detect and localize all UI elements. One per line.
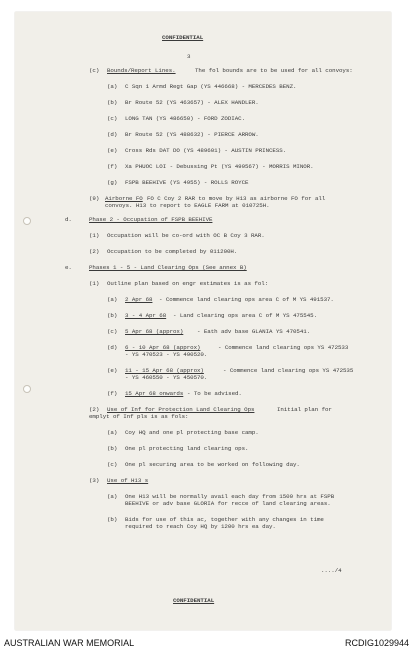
item-text: Initial plan for	[277, 406, 332, 413]
sub-text-cont: - YS 460550 - YS 450570.	[125, 374, 208, 381]
sub-date: 5 Apr 68 (approx)	[125, 328, 184, 335]
sub-letter: (b)	[107, 312, 118, 319]
sub-letter: (b)	[107, 445, 118, 452]
item-text: emplyt of Inf pls is as fols:	[89, 413, 189, 420]
sub-letter: (a)	[107, 296, 118, 303]
bound-text: LONG TAN (YS 486650) - FORD ZODIAC.	[125, 115, 246, 122]
para-c-intro: The fol bounds are to be used for all convoys:	[195, 67, 353, 74]
item-text: Occupation to be completed by 011200H.	[107, 248, 238, 255]
para-d-title: Phase 2 - Occupation of FSPB BEEHIVE	[89, 216, 213, 223]
archive-id: RCDIG1029944	[344, 638, 409, 648]
sub-letter: (e)	[107, 367, 118, 374]
sub-letter: (b)	[107, 516, 118, 523]
bound-letter: (f)	[107, 163, 118, 170]
sub-date: 15 Apr 68 onwards	[125, 390, 184, 397]
para-e-title: Phases 1 - 5 - Land Clearing Ops (See annex B)	[89, 264, 247, 271]
bound-text: C Sqn 1 Armd Regt Gap (YS 446668) - MERCEDES BENZ.	[125, 83, 297, 90]
para-9-label: (9)	[89, 195, 100, 202]
para-9-title: Airborne FO	[105, 195, 143, 202]
bound-letter: (g)	[107, 179, 118, 186]
sub-text: - Commence land clearing ops YS 472535	[223, 367, 354, 374]
sub-letter: (a)	[107, 493, 118, 500]
sub-text: - Commence land clearing ops YS 472533	[218, 344, 349, 351]
sub-text: BEEHIVE or adv base GLORIA for recce of land clearing areas.	[125, 500, 331, 507]
punch-hole	[23, 385, 31, 393]
sub-letter: (d)	[107, 344, 118, 351]
classification-footer: CONFIDENTIAL	[173, 597, 215, 604]
para-d-label: d.	[65, 216, 72, 223]
sub-text: - Land clearing ops area C of M YS 475545.	[173, 312, 318, 319]
bound-text: Br Route 52 (YS 463657) - ALEX HANDLER.	[125, 99, 259, 106]
bound-text: Xa PHUOC LOI - Debussing Pt (YS 499567) - MORRIS MINOR.	[125, 163, 314, 170]
sub-text-cont: - YS 470523 - YS 490520.	[125, 351, 208, 358]
bound-letter: (c)	[107, 115, 118, 122]
item-text: Outline plan based on engr estimates is as fol:	[107, 280, 269, 287]
item-label: (2)	[89, 406, 100, 413]
sub-text: Coy HQ and one pl protecting base camp.	[125, 429, 259, 436]
item-label: (1)	[89, 232, 100, 239]
sub-letter: (c)	[107, 328, 118, 335]
classification-header: CONFIDENTIAL	[162, 34, 204, 41]
sub-letter: (c)	[107, 461, 118, 468]
sub-date: 6 - 10 Apr 68 (approx)	[125, 344, 201, 351]
archive-footer	[0, 632, 413, 654]
item-title: Use of Inf for Protection Land Clearing Ops	[107, 406, 255, 413]
item-label: (1)	[89, 280, 100, 287]
document-page	[15, 12, 391, 630]
para-9-text: FO C Coy 2 RAR to move by H13 as airborne FO for all	[147, 195, 326, 202]
punch-hole	[23, 217, 31, 225]
bound-letter: (d)	[107, 131, 118, 138]
item-title: Use of H13 s	[107, 477, 149, 484]
sub-letter: (f)	[107, 390, 118, 397]
item-text: Occupation will be co-ord with OC B Coy 3 RAR.	[107, 232, 265, 239]
sub-text: One pl securing area to be worked on following day.	[125, 461, 300, 468]
page-number: 3	[187, 53, 191, 60]
sub-text: required to reach Coy HQ by 1200 hrs ea day.	[125, 523, 276, 530]
sub-text: One pl protecting land clearing ops.	[125, 445, 249, 452]
archive-name: AUSTRALIAN WAR MEMORIAL	[4, 638, 135, 648]
sub-date: 11 - 15 Apr 68 (approx)	[125, 367, 204, 374]
bound-text: Cross Rds DAT DO (YS 489601) - AUSTIN PRINCESS.	[125, 147, 287, 154]
item-label: (2)	[89, 248, 100, 255]
para-e-label: e.	[65, 264, 72, 271]
sub-date: 3 - 4 Apr 68	[125, 312, 167, 319]
para-c-label: (c)	[89, 67, 100, 74]
para-9-text: convoys. H13 to report to EAGLE FARM at 010725H.	[105, 202, 270, 209]
sub-text: One H13 will be normally avail each day from 1500 hrs at FSPB	[125, 493, 335, 500]
sub-date: 2 Apr 68	[125, 296, 153, 303]
sub-text: - Eath adv base GLANIA YS 470541.	[197, 328, 311, 335]
para-c-title: Bounds/Report Lines.	[107, 67, 176, 74]
bound-letter: (b)	[107, 99, 118, 106]
item-label: (3)	[89, 477, 100, 484]
sub-text: - To be advised.	[187, 390, 242, 397]
bound-letter: (e)	[107, 147, 118, 154]
sub-text: - Commence land clearing ops area C of M YS 491537.	[159, 296, 334, 303]
bound-text: Br Route 52 (YS 488632) - PIERCE ARROW.	[125, 131, 259, 138]
continuation-marker: ..../4	[321, 567, 342, 574]
sub-text: Bids for use of this ac, together with any changes in time	[125, 516, 324, 523]
bound-letter: (a)	[107, 83, 118, 90]
bound-text: FSPB BEEHIVE (YS 4955) - ROLLS ROYCE	[125, 179, 249, 186]
sub-letter: (a)	[107, 429, 118, 436]
